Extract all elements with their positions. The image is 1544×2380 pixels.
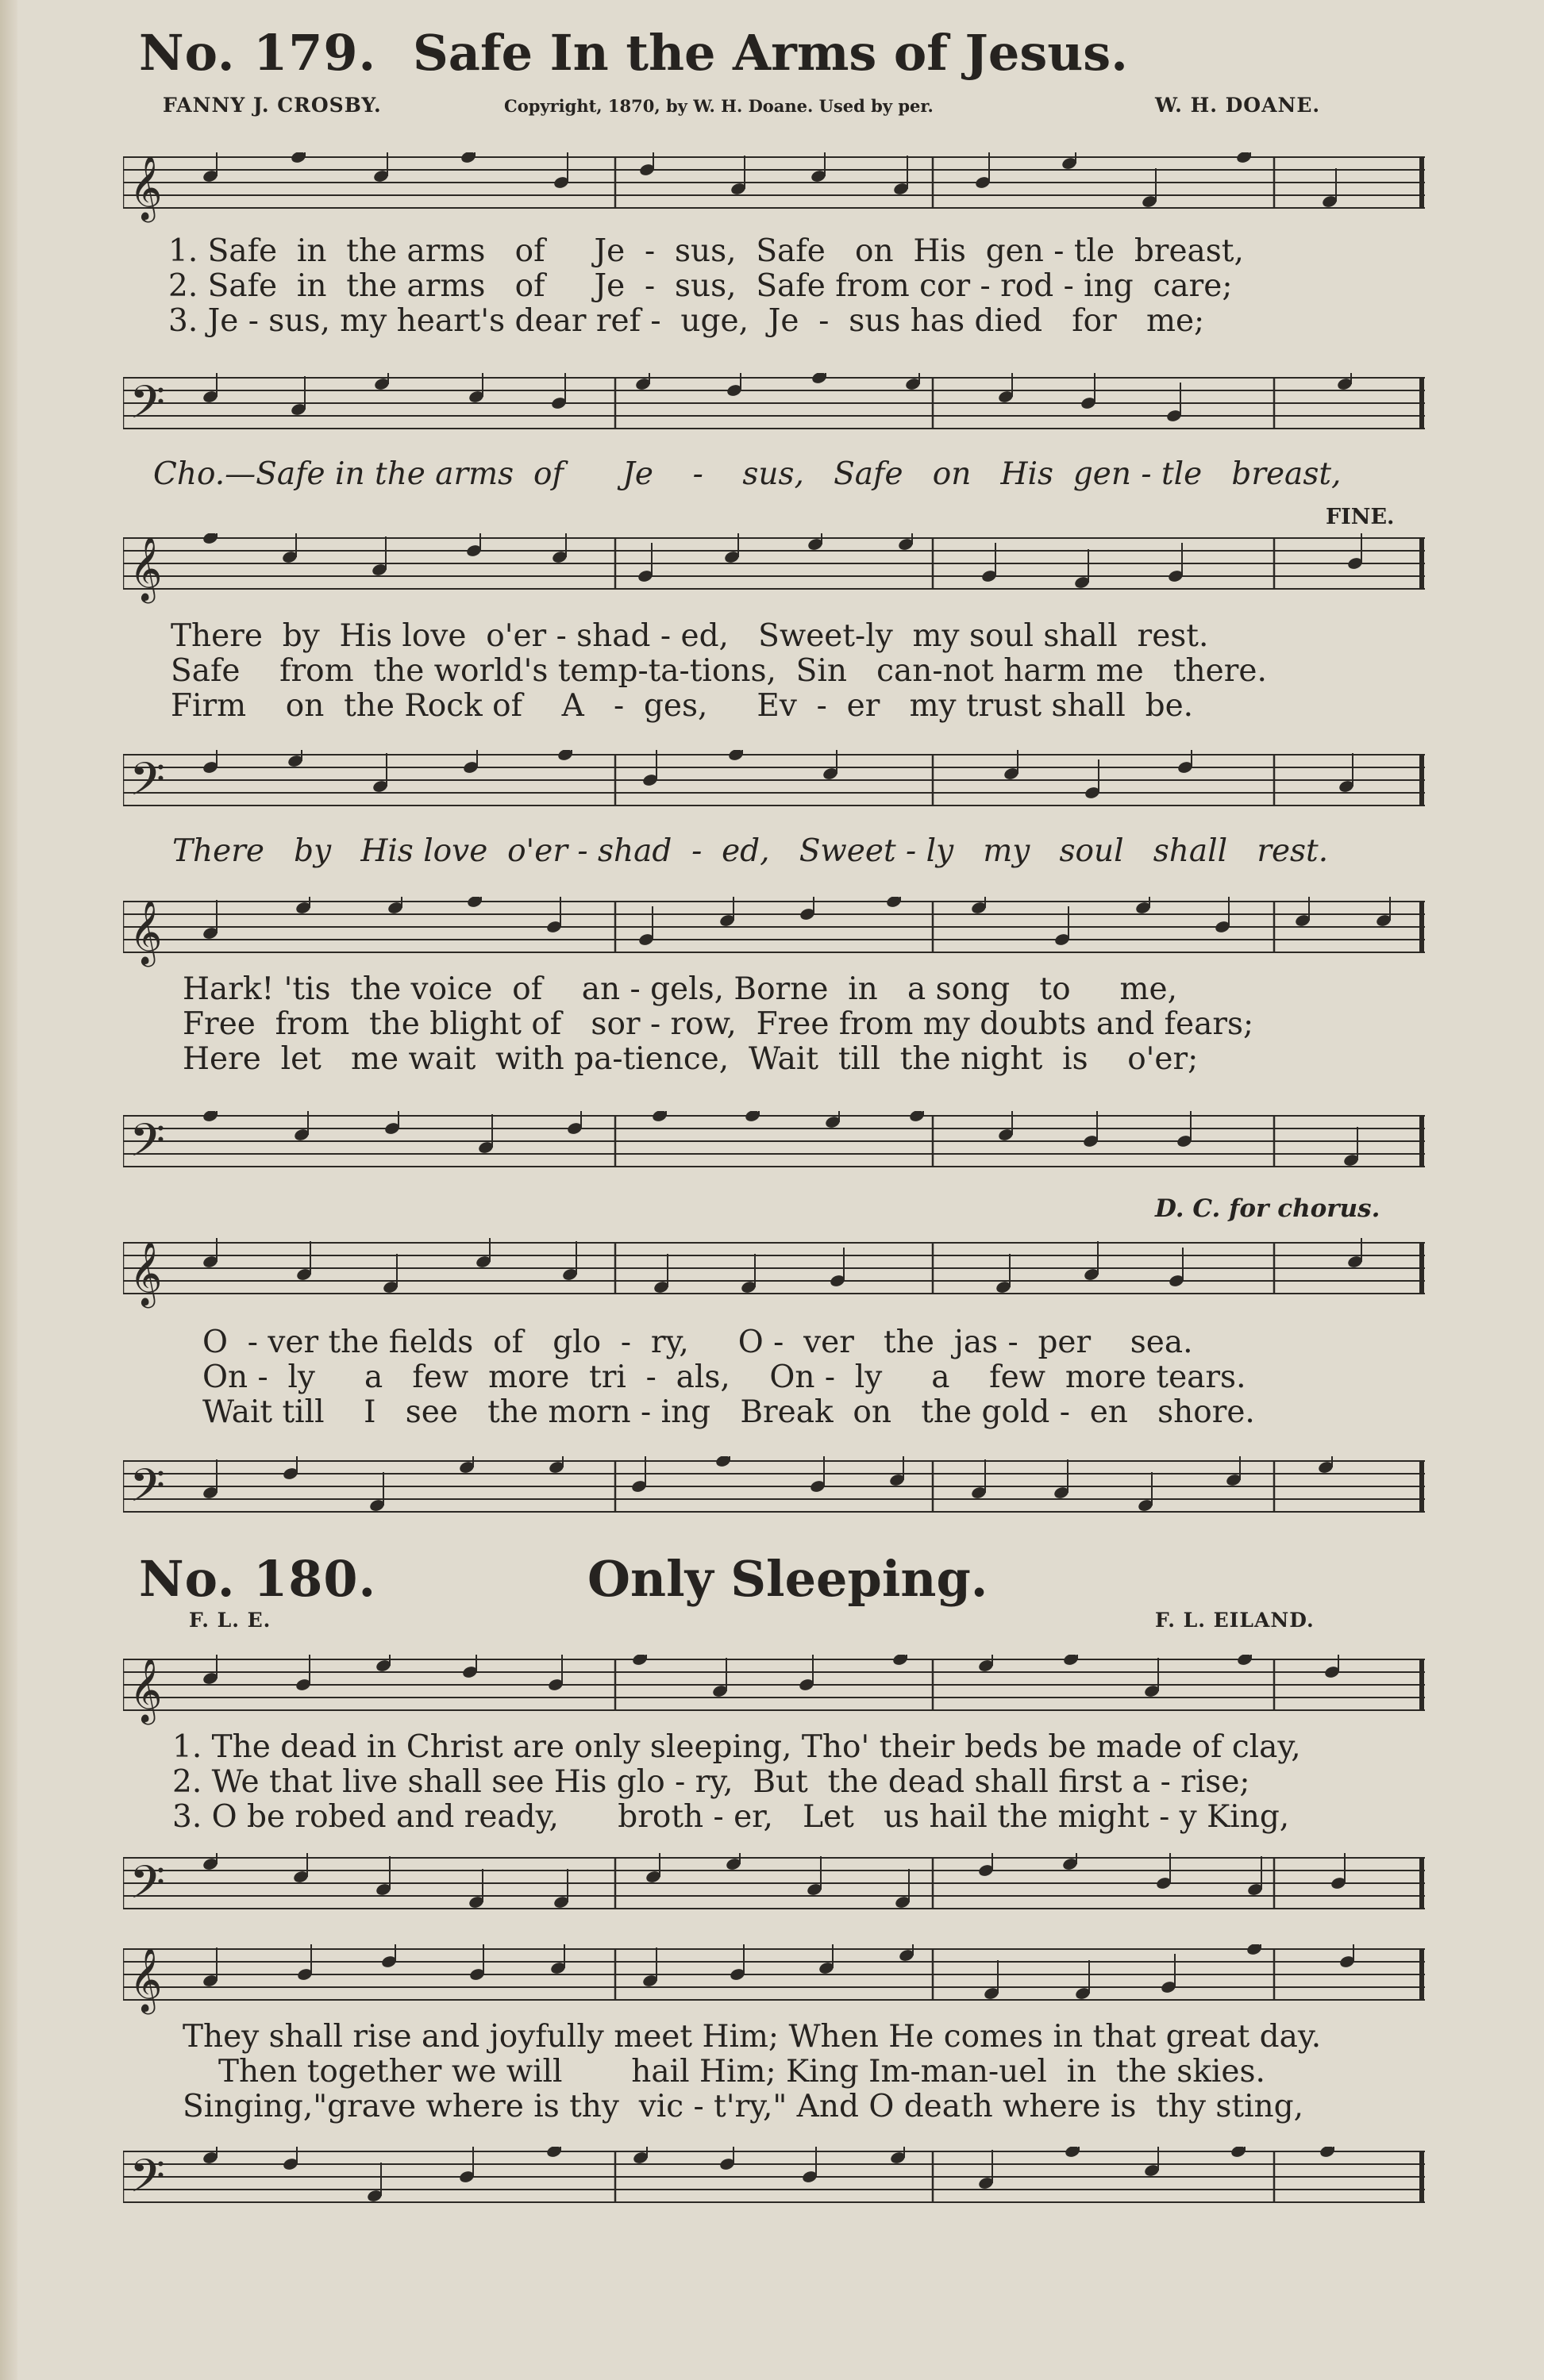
svg-text:𝄢: 𝄢: [129, 375, 166, 440]
hymn-179-copyright: Copyright, 1870, by W. H. Doane. Used by per.: [504, 96, 934, 116]
bass-staff: [123, 1111, 1425, 1176]
lyric-line: Singing,"grave where is thy vic - t'ry," And O death where is thy sting,: [183, 2089, 1304, 2124]
chorus-line: There by His love o'er - shad - ed, Sweet - ly my soul shall rest.: [172, 833, 1329, 869]
lyric-line: They shall rise and joyfully meet Him; When He comes in that great day.: [183, 2019, 1322, 2055]
bass-staff: [123, 373, 1425, 438]
staff-notation: [123, 750, 1425, 831]
lyric-line: 3. O be robed and ready, broth - er, Let us hail the might - y King,: [172, 1799, 1290, 1835]
svg-text:𝄞: 𝄞: [129, 1240, 163, 1305]
lyric-line: On - ly a few more tri - als, On - ly a few more tears.: [202, 1359, 1246, 1395]
staff-notation: [123, 2147, 1425, 2228]
staff-notation: [123, 373, 1425, 454]
hymn-180-number: No. 180.: [139, 1550, 377, 1608]
dc-mark: D. C. for chorus.: [1155, 1194, 1380, 1223]
staff-notation: [123, 1111, 1425, 1192]
hymn-180-author: F. L. E.: [189, 1609, 271, 1632]
staff-notation: [123, 1944, 1425, 2025]
lyric-line: O - ver the fields of glo - ry, O - ver the jas - per sea.: [202, 1325, 1193, 1360]
svg-text:𝄢: 𝄢: [129, 2149, 166, 2214]
svg-text:𝄞: 𝄞: [129, 536, 163, 601]
lyric-line: Firm on the Rock of A - ges, Ev - er my trust shall be.: [171, 688, 1194, 724]
staff-notation: [123, 1238, 1425, 1319]
lyric-line: Safe from the world's temp-ta-tions, Sin can-not harm me there.: [171, 653, 1267, 689]
bass-staff: [123, 750, 1425, 815]
hymn-179-composer: W. H. DOANE.: [1155, 94, 1321, 117]
treble-staff: [123, 1238, 1425, 1303]
svg-text:𝄞: 𝄞: [129, 1657, 163, 1722]
bass-staff: [123, 1456, 1425, 1524]
svg-text:𝄞: 𝄞: [129, 155, 163, 220]
hymn-180-composer: F. L. EILAND.: [1155, 1609, 1315, 1632]
staff-notation: [123, 1655, 1425, 1736]
lyric-line: 2. We that live shall see His glo - ry, But the dead shall first a - rise;: [172, 1764, 1250, 1800]
lyric-line: Free from the blight of sor - row, Free from my doubts and fears;: [183, 1006, 1254, 1042]
lyric-line: 1. The dead in Christ are only sleeping, Tho' their beds be made of clay,: [172, 1729, 1301, 1765]
treble-staff: [123, 152, 1425, 220]
lyric-line: 2. Safe in the arms of Je - sus, Safe from cor - rod - ing care;: [168, 268, 1233, 304]
page-edge: [0, 0, 17, 2380]
staff-notation: [123, 897, 1425, 978]
treble-staff: [123, 1655, 1425, 1720]
staff-notation: [123, 152, 1425, 233]
treble-staff: [123, 533, 1425, 601]
staff-notation: [123, 533, 1425, 614]
lyric-line: There by His love o'er - shad - ed, Sweet-ly my soul shall rest.: [171, 618, 1209, 654]
svg-text:𝄞: 𝄞: [129, 899, 163, 964]
chorus-line: Cho.—Safe in the arms of Je - sus, Safe on His gen - tle breast,: [153, 456, 1342, 492]
staff-notation: [123, 1853, 1425, 1934]
bass-staff: [123, 1853, 1425, 1921]
lyric-line: Then together we will hail Him; King Im-man-uel in the skies.: [218, 2054, 1265, 2090]
hymn-179-number: No. 179.: [139, 24, 377, 82]
svg-text:𝄞: 𝄞: [129, 1947, 163, 2012]
svg-text:𝄢: 𝄢: [129, 752, 166, 817]
lyric-line: 3. Je - sus, my heart's dear ref - uge, Je - sus has died for me;: [168, 303, 1205, 339]
hymn-179-author: FANNY J. CROSBY.: [163, 94, 382, 117]
treble-staff: [123, 897, 1425, 962]
bass-staff: [123, 2147, 1425, 2212]
lyric-line: 1. Safe in the arms of Je - sus, Safe on His gen - tle breast,: [168, 233, 1244, 269]
lyric-line: Here let me wait with pa-tience, Wait till the night is o'er;: [183, 1041, 1199, 1077]
svg-text:𝄢: 𝄢: [129, 1855, 166, 1921]
staff-notation: [123, 1456, 1425, 1537]
hymn-179-title: Safe In the Arms of Jesus.: [413, 24, 1128, 82]
fine-mark: FINE.: [1326, 505, 1395, 529]
svg-text:𝄢: 𝄢: [129, 1459, 166, 1524]
hymn-180-title: Only Sleeping.: [587, 1550, 988, 1608]
treble-staff: [123, 1944, 1425, 2012]
lyric-line: Wait till I see the morn - ing Break on the gold - en shore.: [202, 1394, 1255, 1430]
lyric-line: Hark! 'tis the voice of an - gels, Borne in a song to me,: [183, 971, 1177, 1007]
svg-text:𝄢: 𝄢: [129, 1113, 166, 1178]
